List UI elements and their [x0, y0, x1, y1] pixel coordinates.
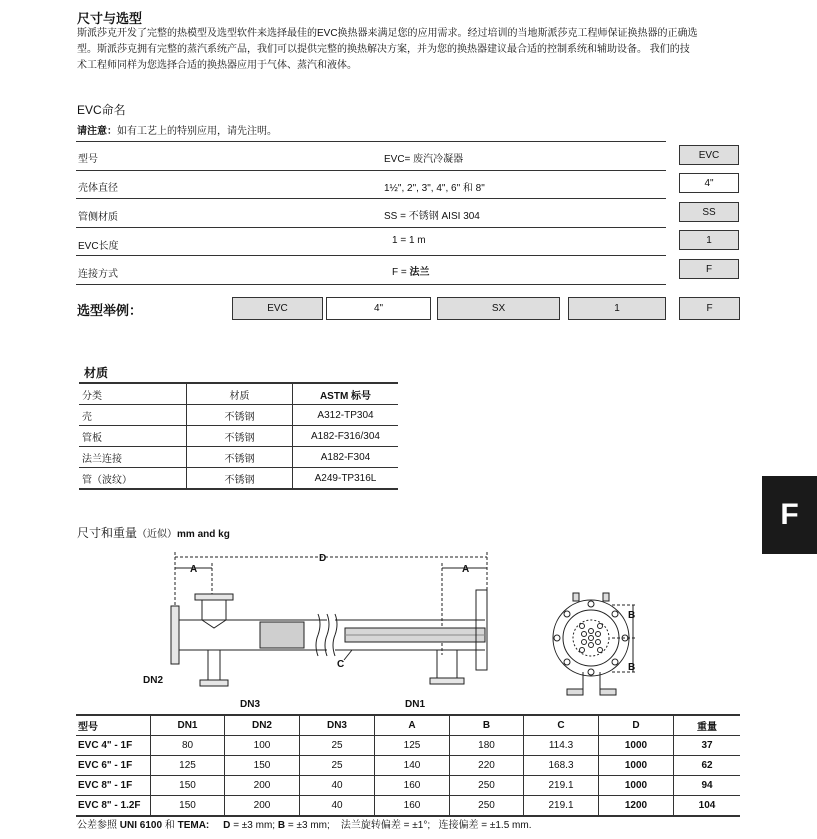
- table-cell: A312-TP304: [293, 405, 399, 426]
- table-cell: 25: [300, 736, 375, 756]
- paragraph-line: 型。斯派莎克拥有完整的蒸汽系统产品，我们可以提供完整的换热解决方案，并为您的换热器建议最合适的控制系统和辅助设备。 我们的技: [77, 44, 690, 55]
- example-box-diameter: 4": [326, 297, 431, 320]
- table-row: [79, 426, 398, 447]
- table-cell: 1200: [599, 796, 674, 817]
- table-cell: 125: [375, 736, 450, 756]
- table-cell: 200: [225, 776, 300, 796]
- table-cell: 104: [674, 796, 741, 817]
- tolerance-conn-label: 连接偏差: [438, 820, 479, 831]
- dimensions-title-units: mm and kg: [177, 529, 230, 540]
- naming-row-label: EVC长度: [78, 241, 119, 252]
- table-header-cell: D: [599, 715, 674, 736]
- naming-title: EVC命名: [77, 103, 126, 117]
- desc-prefix: F =: [392, 267, 410, 278]
- dim-label-b-bottom: B: [628, 662, 636, 673]
- example-box-connection: F: [679, 297, 740, 320]
- divider: [76, 227, 666, 228]
- table-row: [79, 447, 398, 468]
- naming-row-desc: 1 = 1 m: [392, 235, 426, 246]
- table-cell: 法兰连接: [79, 447, 187, 468]
- evc-dimension-drawing: [0, 548, 817, 713]
- table-cell: 不锈钢: [187, 468, 293, 490]
- section-tab-f: F: [762, 476, 817, 554]
- naming-code-box: EVC: [679, 145, 739, 165]
- table-row: [76, 736, 740, 756]
- table-cell: 150: [151, 796, 225, 817]
- dim-label-d: D: [319, 553, 327, 564]
- table-row: [76, 776, 740, 796]
- dim-label-dn1: DN1: [405, 699, 426, 710]
- tolerance-d-value: = ±3 mm;: [233, 820, 276, 831]
- table-cell: 40: [300, 796, 375, 817]
- tolerance-b-value: = ±3 mm;: [287, 820, 330, 831]
- tolerance-note: [77, 816, 531, 831]
- intro-paragraph: [77, 26, 742, 74]
- dim-label-a-right: A: [462, 564, 470, 575]
- dimensions-title: [77, 524, 230, 541]
- table-cell: 不锈钢: [187, 447, 293, 468]
- table-cell: 不锈钢: [187, 426, 293, 447]
- naming-row-label: 连接方式: [78, 269, 118, 280]
- table-cell: 不锈钢: [187, 405, 293, 426]
- table-row: [76, 796, 740, 817]
- table-cell: 25: [300, 756, 375, 776]
- example-box-model: EVC: [232, 297, 323, 320]
- tolerance-standard: UNI 6100: [119, 820, 163, 831]
- table-cell: EVC 8" - 1.2F: [76, 796, 151, 817]
- table-row: [76, 756, 740, 776]
- table-header-cell: C: [524, 715, 599, 736]
- naming-code-box: 1: [679, 230, 739, 250]
- table-header-cell: DN3: [300, 715, 375, 736]
- table-cell: 80: [151, 736, 225, 756]
- table-cell: A249-TP316L: [293, 468, 399, 490]
- table-row: [79, 468, 398, 490]
- table-header-cell: 材质: [187, 383, 293, 405]
- tolerance-b: B: [277, 820, 286, 831]
- table-cell: 40: [300, 776, 375, 796]
- table-cell: 125: [151, 756, 225, 776]
- table-cell: A182-F304: [293, 447, 399, 468]
- naming-row-label: 型号: [78, 154, 98, 165]
- table-header-cell: B: [450, 715, 524, 736]
- table-cell: 37: [674, 736, 741, 756]
- naming-row-desc: EVC= 废汽冷凝器: [384, 154, 464, 165]
- table-cell: 94: [674, 776, 741, 796]
- table-cell: 1000: [599, 756, 674, 776]
- tolerance-d: D: [223, 820, 231, 831]
- naming-row-desc: 1½", 2", 3", 4", 6" 和 8": [384, 183, 485, 194]
- dim-label-b-top: B: [628, 610, 636, 621]
- dim-label-dn3: DN3: [240, 699, 261, 710]
- paragraph-line: 术工程师同样为您选择合适的换热器应用于气体、蒸汽和液体。: [77, 60, 357, 71]
- tolerance-and: 和: [164, 820, 175, 831]
- materials-title: 材质: [84, 366, 109, 380]
- table-header-cell: DN1: [151, 715, 225, 736]
- table-cell: A182-F316/304: [293, 426, 399, 447]
- table-cell: 管（波纹）: [79, 468, 187, 490]
- table-cell: 250: [450, 776, 524, 796]
- table-header-cell: 重量: [674, 715, 741, 736]
- table-cell: 62: [674, 756, 741, 776]
- section-title-sizing: 尺寸与选型: [77, 11, 143, 26]
- dim-label-c: C: [337, 659, 345, 670]
- naming-code-box: F: [679, 259, 739, 279]
- table-cell: EVC 8" - 1F: [76, 776, 151, 796]
- dimensions-title-paren: （近似）: [137, 529, 178, 540]
- table-cell: 180: [450, 736, 524, 756]
- divider: [76, 170, 666, 171]
- table-cell: 220: [450, 756, 524, 776]
- table-header-cell: A: [375, 715, 450, 736]
- paragraph-line: 斯派莎克开发了完整的热模型及选型软件来选择最佳的EVC换热器来满足您的应用需求。经过培训的当地斯派莎克工程师保证换热器的正确选: [77, 28, 698, 39]
- table-cell: EVC 6" - 1F: [76, 756, 151, 776]
- tolerance-flange-label: 法兰旋转偏差: [340, 820, 401, 831]
- table-header-row: [79, 383, 398, 405]
- table-header-row: [76, 715, 740, 736]
- table-cell: EVC 4" - 1F: [76, 736, 151, 756]
- naming-row-desc: SS = 不锈钢 AISI 304: [384, 211, 480, 222]
- example-box-material: SX: [437, 297, 560, 320]
- tolerance-conn-value: = ±1.5 mm.: [481, 820, 532, 831]
- table-cell: 168.3: [524, 756, 599, 776]
- table-cell: 114.3: [524, 736, 599, 756]
- desc-bold: 法兰: [409, 267, 430, 278]
- table-cell: 150: [151, 776, 225, 796]
- tolerance-tema: TEMA:: [177, 820, 210, 831]
- table-cell: 壳: [79, 405, 187, 426]
- table-cell: 219.1: [524, 796, 599, 817]
- dim-label-a-left: A: [190, 564, 198, 575]
- note-label: 请注意：: [77, 126, 117, 137]
- table-cell: 160: [375, 776, 450, 796]
- table-header-cell: ASTM 标号: [293, 383, 399, 405]
- naming-row-label: 管侧材质: [78, 212, 118, 223]
- divider: [76, 141, 666, 142]
- tolerance-flange-value: = ±1°;: [403, 820, 431, 831]
- naming-row-label: 壳体直径: [78, 183, 118, 194]
- example-box-length: 1: [568, 297, 666, 320]
- table-cell: 219.1: [524, 776, 599, 796]
- materials-table: [79, 382, 398, 490]
- table-cell: 200: [225, 796, 300, 817]
- table-header-cell: 分类: [79, 383, 187, 405]
- divider: [76, 198, 666, 199]
- table-header-cell: DN2: [225, 715, 300, 736]
- naming-note: [77, 122, 277, 137]
- divider: [76, 284, 666, 285]
- example-label: 选型举例：: [77, 303, 143, 318]
- table-cell: 1000: [599, 776, 674, 796]
- table-cell: 150: [225, 756, 300, 776]
- tolerance-prefix: 公差参照: [77, 820, 117, 831]
- naming-code-box: SS: [679, 202, 739, 222]
- divider: [76, 255, 666, 256]
- dimensions-title-main: 尺寸和重量: [77, 526, 138, 540]
- note-text: 如有工艺上的特别应用，请先注明。: [117, 126, 277, 137]
- naming-row-desc: [392, 263, 430, 278]
- dim-label-dn2: DN2: [143, 675, 164, 686]
- table-header-cell: 型号: [76, 715, 151, 736]
- naming-code-box: 4": [679, 173, 739, 193]
- table-cell: 管板: [79, 426, 187, 447]
- table-cell: 250: [450, 796, 524, 817]
- table-cell: 100: [225, 736, 300, 756]
- table-cell: 160: [375, 796, 450, 817]
- table-row: [79, 405, 398, 426]
- table-cell: 1000: [599, 736, 674, 756]
- dimensions-table: [76, 714, 740, 817]
- table-cell: 140: [375, 756, 450, 776]
